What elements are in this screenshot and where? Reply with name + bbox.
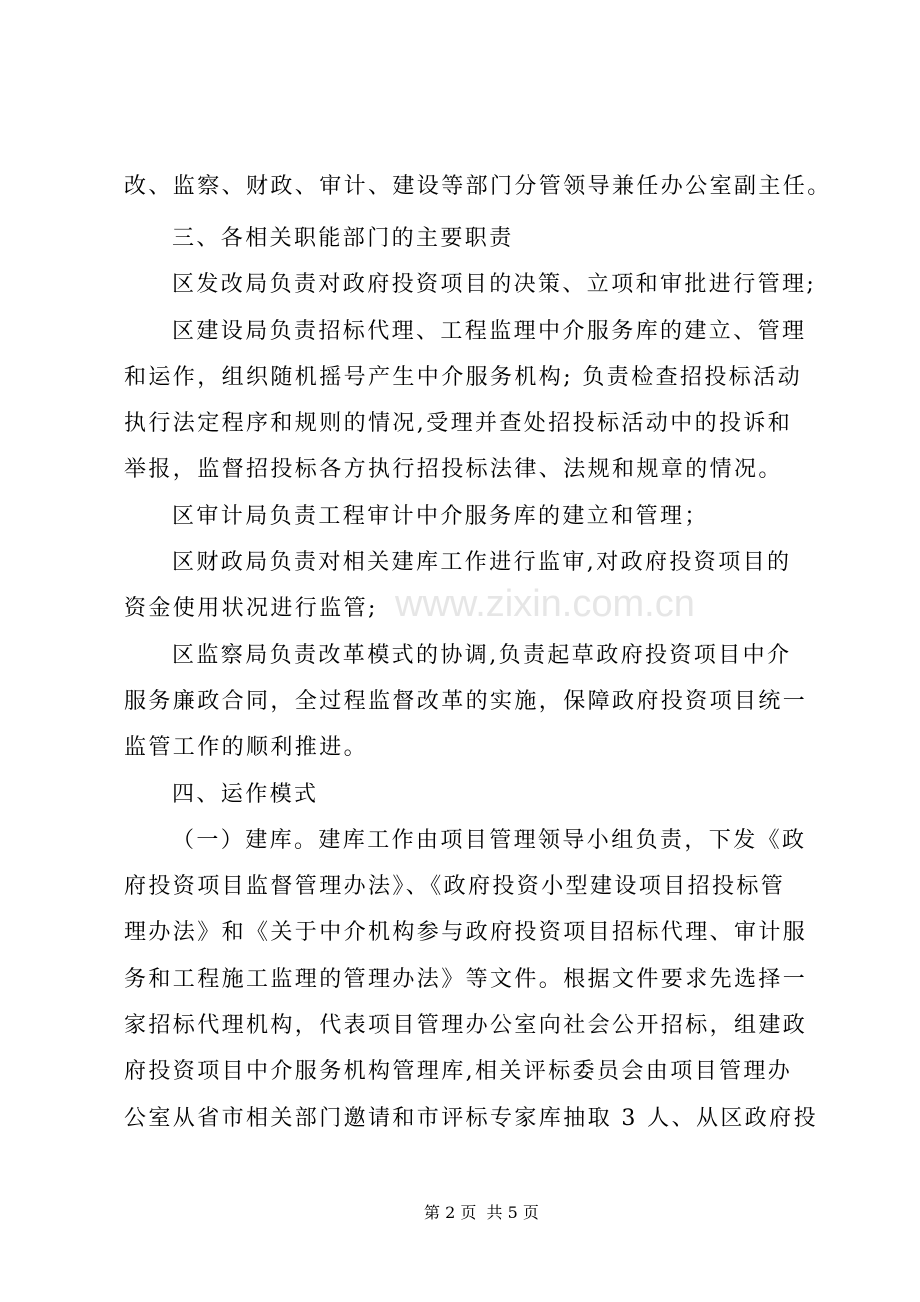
body-line: 区发改局负责对政府投资项目的决策、立项和审批进行管理;	[172, 272, 817, 298]
body-line: 区监察局负责改革模式的协调,负责起草政府投资项目中介	[172, 642, 792, 668]
body-line: 改、监察、财政、审计、建设等部门分管领导兼任办公室副主任。	[124, 174, 832, 199]
body-line: 服务廉政合同，全过程监督改革的实施，保障政府投资项目统一	[124, 688, 808, 714]
body-line: 资金使用状况进行监管;	[124, 596, 378, 622]
body-line: 府投资项目中介服务机构管理库,相关评标委员会由项目管理办	[124, 1059, 793, 1085]
body-line: 理办法》和《关于中介机构参与政府投资项目招标代理、审计服	[124, 920, 808, 946]
body-line: 府投资项目监督管理办法》、《政府投资小型建设项目招投标管	[124, 874, 786, 900]
body-line: 执行法定程序和规则的情况,受理并查处招投标活动中的投诉和	[124, 411, 793, 437]
body-line: 区建设局负责招标代理、工程监理中介服务库的建立、管理	[172, 318, 807, 344]
section-heading: 三、各相关职能部门的主要职责	[172, 225, 514, 251]
body-line: 区审计局负责工程审计中介服务库的建立和管理；	[172, 503, 709, 529]
body-line: 举报，监督招投标各方执行招投标法律、法规和规章的情况。	[124, 457, 783, 483]
body-line: 区财政局负责对相关建库工作进行监审,对政府投资项目的	[172, 550, 792, 576]
body-line: 务和工程施工监理的管理办法》等文件。根据文件要求先选择一	[124, 966, 808, 992]
body-line: 和运作，组织随机摇号产生中介服务机构; 负责检查招投标活动	[124, 364, 803, 390]
watermark: www.zixin.com.cn	[395, 583, 695, 625]
body-line: 监管工作的顺利推进。	[124, 735, 369, 761]
body-line: （一）建库。建库工作由项目管理领导小组负责，下发《政	[172, 827, 807, 853]
page-footer: 第 2 页 共 5 页	[424, 1203, 539, 1222]
document-body	[0, 164, 920, 1142]
body-line: 公室从省市相关部门邀请和市评标专家库抽取 3 人、从区政府投	[124, 1105, 818, 1131]
section-heading: 四、运作模式	[172, 781, 319, 807]
body-line: 家招标代理机构，代表项目管理办公室向社会公开招标，组建政	[124, 1013, 808, 1039]
